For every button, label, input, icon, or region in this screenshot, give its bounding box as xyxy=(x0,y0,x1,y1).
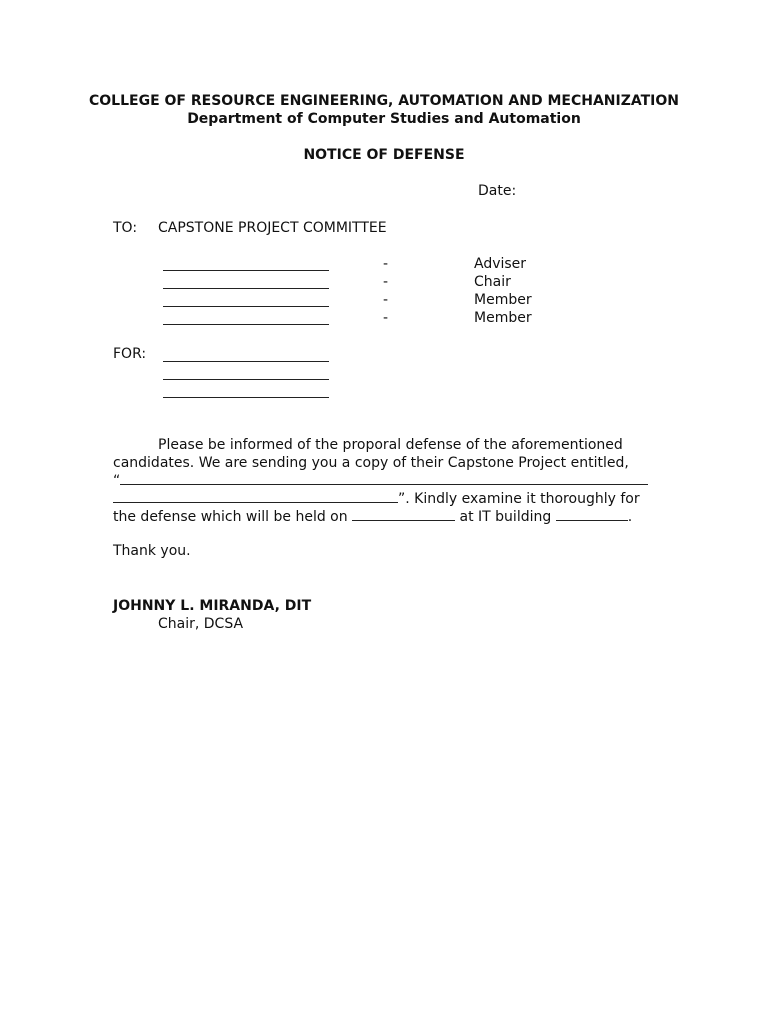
candidate-name-blank xyxy=(163,379,329,380)
candidate-name-blank xyxy=(163,397,329,398)
committee-dash: - xyxy=(383,292,389,308)
committee-dash: - xyxy=(383,274,389,290)
to-recipient: CAPSTONE PROJECT COMMITTEE xyxy=(158,220,387,236)
body-paragraph xyxy=(113,436,655,526)
committee-role-chair: Chair xyxy=(474,274,511,290)
sentence-end: . xyxy=(627,509,633,525)
committee-role-member: Member xyxy=(474,310,532,326)
project-title-blank xyxy=(113,490,398,503)
committee-dash: - xyxy=(383,256,389,272)
open-quote: “ xyxy=(113,473,121,489)
body-line-4 xyxy=(113,490,655,508)
committee-name-blank xyxy=(163,306,329,307)
to-label: TO: xyxy=(113,220,138,236)
committee-name-blank xyxy=(163,324,329,325)
signatory-name: JOHNNY L. MIRANDA, DIT xyxy=(113,598,312,614)
body-line-5 xyxy=(113,508,655,526)
closing-text: Thank you. xyxy=(113,543,191,559)
committee-name-blank xyxy=(163,288,329,289)
committee-dash: - xyxy=(383,310,389,326)
building-room-blank xyxy=(556,508,628,521)
body-line-3 xyxy=(113,472,655,490)
defense-date-blank xyxy=(352,508,455,521)
signatory-position: Chair, DCSA xyxy=(158,616,244,632)
body-line-1: Please be informed of the proporal defense of the aforementioned xyxy=(158,437,623,453)
document-title: NOTICE OF DEFENSE xyxy=(303,147,465,163)
close-quote-text: ”. Kindly examine it thoroughly for xyxy=(398,491,640,507)
date-label: Date: xyxy=(478,183,517,199)
for-label: FOR: xyxy=(113,346,147,362)
project-title-blank xyxy=(120,472,648,485)
building-label: at IT building xyxy=(459,509,552,525)
committee-role-adviser: Adviser xyxy=(474,256,527,272)
defense-date-prefix: the defense which will be held on xyxy=(113,509,348,525)
department-name: Department of Computer Studies and Automation xyxy=(187,111,581,127)
body-line-2: candidates. We are sending you a copy of their Capstone Project entitled, xyxy=(113,455,629,471)
college-name: COLLEGE OF RESOURCE ENGINEERING, AUTOMATION AND MECHANIZATION xyxy=(89,93,679,109)
candidate-name-blank xyxy=(163,361,329,362)
committee-role-member: Member xyxy=(474,292,532,308)
committee-name-blank xyxy=(163,270,329,271)
